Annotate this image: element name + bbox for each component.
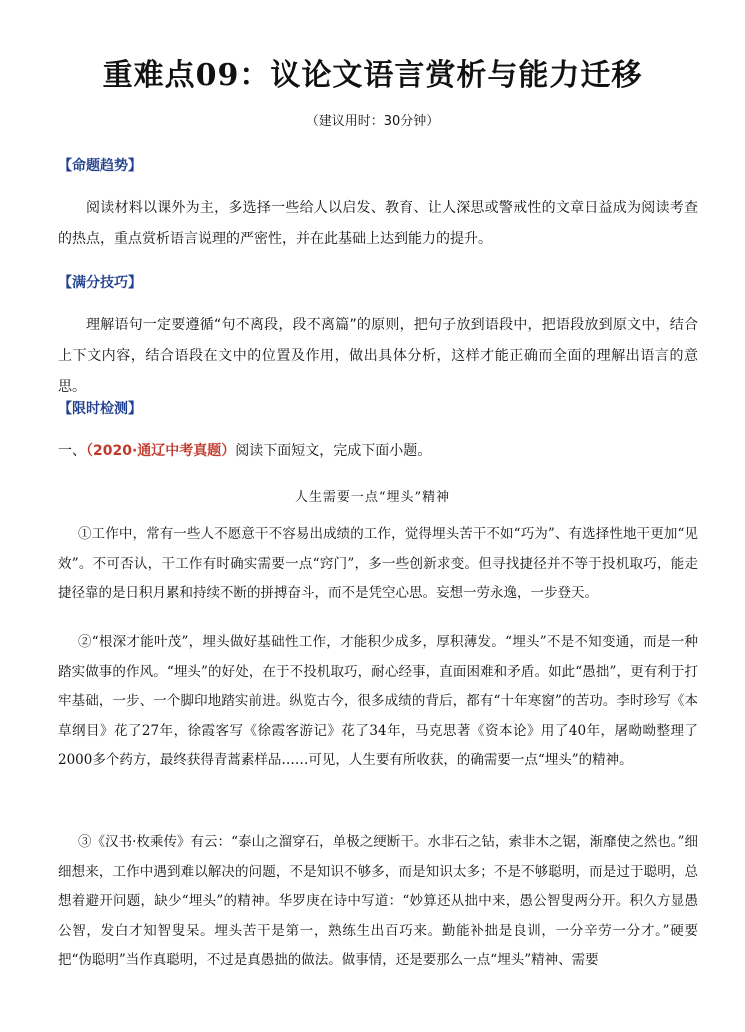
page-title: 重难点09：议论文语言赏析与能力迁移	[102, 58, 643, 93]
essay-paragraph-3: ③《汉书·枚乘传》有云：“泰山之溜穿石，单极之绠断干。水非石之钻，索非木之锯，渐靡使之然也。”细细想来，工作中遇到难以解决的问题，不是知识不够多，而是知识太多；不是不够聪明，而是过于聪明，总想着避开问题，缺少“埋头”的精神。华罗庚在诗中写道：“妙算还从拙中来，愚公智叟两分开。积久方显愚公智，发白才知智叟呆。埋头苦干是第一，熟练生出百巧来。勤能补拙是良训，一分辛劳一分才。”硬要把“伪聪明”当作真聪明，不过是真愚拙的做法。做事情，还是要那么一点“埋头”精神、需要	[58, 834, 698, 968]
essay-paragraph-2: ②“根深才能叶茂”，埋头做好基础性工作，才能积少成多，厚积薄发。“埋头”不是不知变通，而是一种踏实做事的作风。“埋头”的好处，在于不投机取巧，耐心经事，直面困难和矛盾。如此“愚拙”，更有利于打牢基础，一步、一个脚印地踏实前进。纵览古今，很多成绩的背后，都有“十年寒窗”的苦功。李时珍写《本草纲目》花了27年，徐霞客写《徐霞客游记》花了34年，马克思著《资本论》用了40年，屠呦呦整理了2000多个药方，最终获得青蒿素样品……可见，人生要有所收获，的确需要一点“埋头”的精神。	[58, 634, 698, 768]
essay-title: 人生需要一点“埋头”精神	[294, 490, 451, 505]
question-source: （2020·通辽中考真题）	[86, 443, 236, 459]
question-line	[58, 440, 431, 460]
time-suggestion: （建议用时：30分钟）	[305, 114, 440, 129]
question-text: 阅读下面短文，完成下面小题。	[235, 443, 432, 459]
section-head-trend: 【命题趋势】	[58, 158, 142, 174]
essay-paragraph-1: ①工作中，常有一些人不愿意干不容易出成绩的工作，觉得埋头苦干不如“巧为”、有选择性地干更加“见效”。不可否认，干工作有时确实需要一点“窍门”，多一些创新求变。但寻找捷径并不等于投机取巧，能走捷径靠的是日积月累和持续不断的拼搏奋斗，而不是凭空心思。妄想一劳永逸，一步登天。	[58, 526, 698, 601]
question-number: 一、	[58, 443, 86, 459]
section-head-skill: 【满分技巧】	[58, 275, 142, 291]
section-head-test: 【限时检测】	[58, 401, 142, 417]
skill-paragraph: 理解语句一定要遵循“句不离段，段不离篇”的原则，把句子放到语段中，把语段放到原文中，结合上下文内容，结合语段在文中的位置及作用，做出具体分析，这样才能正确而全面的理解出语言的意思。	[58, 317, 698, 395]
trend-paragraph: 阅读材料以课外为主，多选择一些给人以启发、教育、让人深思或警戒性的文章日益成为阅读考查的热点，重点赏析语言说理的严密性，并在此基础上达到能力的提升。	[58, 200, 698, 247]
